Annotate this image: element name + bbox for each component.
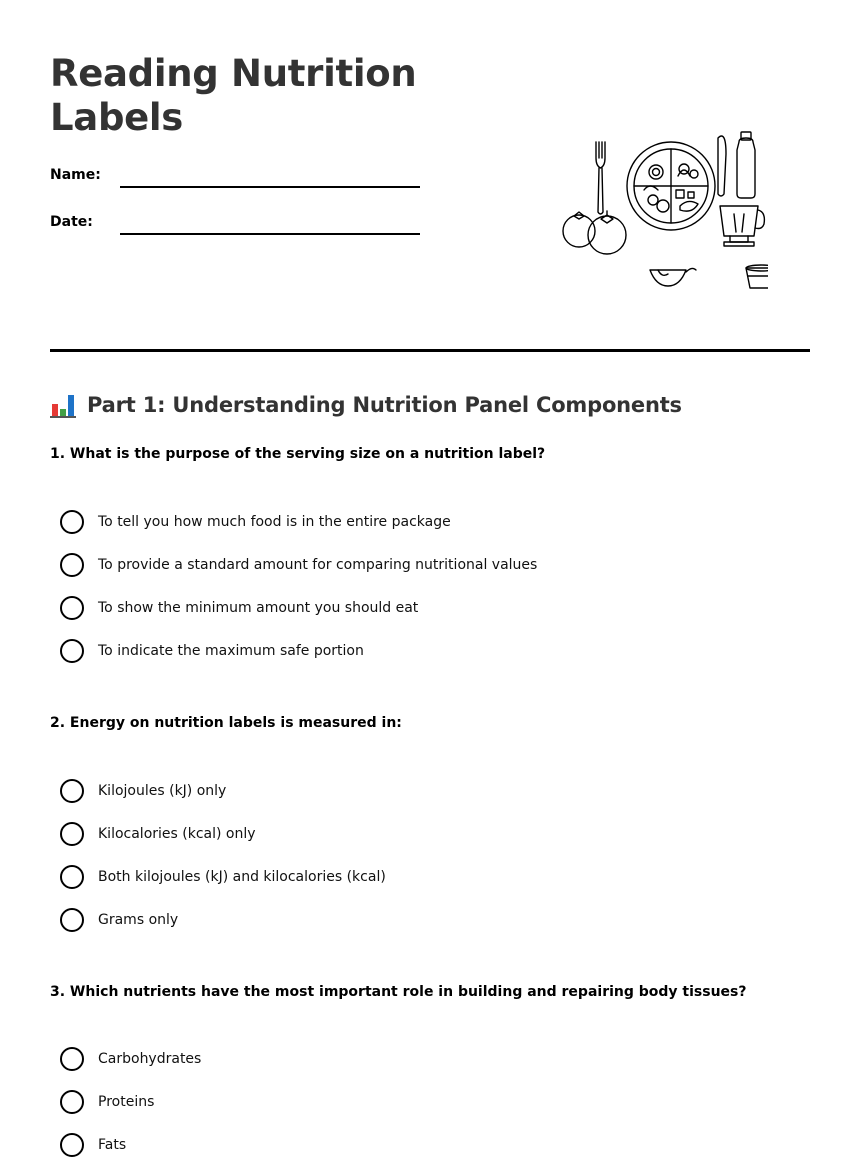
- part1-heading: [50, 389, 682, 421]
- radio-button[interactable]: [60, 1047, 84, 1071]
- radio-button[interactable]: [60, 822, 84, 846]
- bar-chart-icon: [50, 392, 76, 418]
- option-label: Fats: [98, 1137, 127, 1153]
- radio-button[interactable]: [60, 639, 84, 663]
- name-line[interactable]: [120, 186, 420, 188]
- radio-button[interactable]: [60, 510, 84, 534]
- q1-option-c[interactable]: [60, 595, 418, 621]
- q3-option-c[interactable]: [60, 1132, 126, 1158]
- option-label: Kilocalories (kcal) only: [98, 826, 256, 842]
- option-label: To provide a standard amount for comparing nutritional values: [98, 557, 538, 573]
- question-2: 2. Energy on nutrition labels is measured in:: [50, 715, 402, 731]
- q2-option-a[interactable]: [60, 778, 226, 804]
- option-label: Both kilojoules (kJ) and kilocalories (kcal): [98, 869, 386, 885]
- q1-option-a[interactable]: [60, 509, 451, 535]
- option-label: To show the minimum amount you should eat: [98, 600, 419, 616]
- q3-option-a[interactable]: [60, 1046, 201, 1072]
- part1-title: Part 1: Understanding Nutrition Panel Components: [87, 393, 682, 417]
- q1-option-b[interactable]: [60, 552, 537, 578]
- food-plate-utensils-icon: [558, 124, 768, 294]
- radio-button[interactable]: [60, 596, 84, 620]
- question-1: 1. What is the purpose of the serving size on a nutrition label?: [50, 446, 546, 462]
- radio-button[interactable]: [60, 553, 84, 577]
- option-label: Proteins: [98, 1094, 155, 1110]
- option-label: Kilojoules (kJ) only: [98, 783, 227, 799]
- radio-button[interactable]: [60, 779, 84, 803]
- date-line[interactable]: [120, 233, 420, 235]
- section-divider: [50, 349, 810, 352]
- question-3: 3. Which nutrients have the most important role in building and repairing body tissues?: [50, 984, 747, 1000]
- radio-button[interactable]: [60, 865, 84, 889]
- option-label: To indicate the maximum safe portion: [98, 643, 364, 659]
- date-label: Date:: [50, 214, 93, 230]
- date-field[interactable]: [50, 213, 422, 237]
- radio-button[interactable]: [60, 1090, 84, 1114]
- radio-button[interactable]: [60, 1133, 84, 1157]
- q3-option-b[interactable]: [60, 1089, 154, 1115]
- q1-option-d[interactable]: [60, 638, 364, 664]
- option-label: Grams only: [98, 912, 179, 928]
- option-label: Carbohydrates: [98, 1051, 202, 1067]
- worksheet-title: Reading Nutrition Labels: [50, 52, 417, 139]
- radio-button[interactable]: [60, 908, 84, 932]
- name-field[interactable]: [50, 166, 422, 190]
- q2-option-c[interactable]: [60, 864, 386, 890]
- q2-option-b[interactable]: [60, 821, 256, 847]
- q2-option-d[interactable]: [60, 907, 178, 933]
- option-label: To tell you how much food is in the entire package: [98, 514, 451, 530]
- name-label: Name:: [50, 167, 101, 183]
